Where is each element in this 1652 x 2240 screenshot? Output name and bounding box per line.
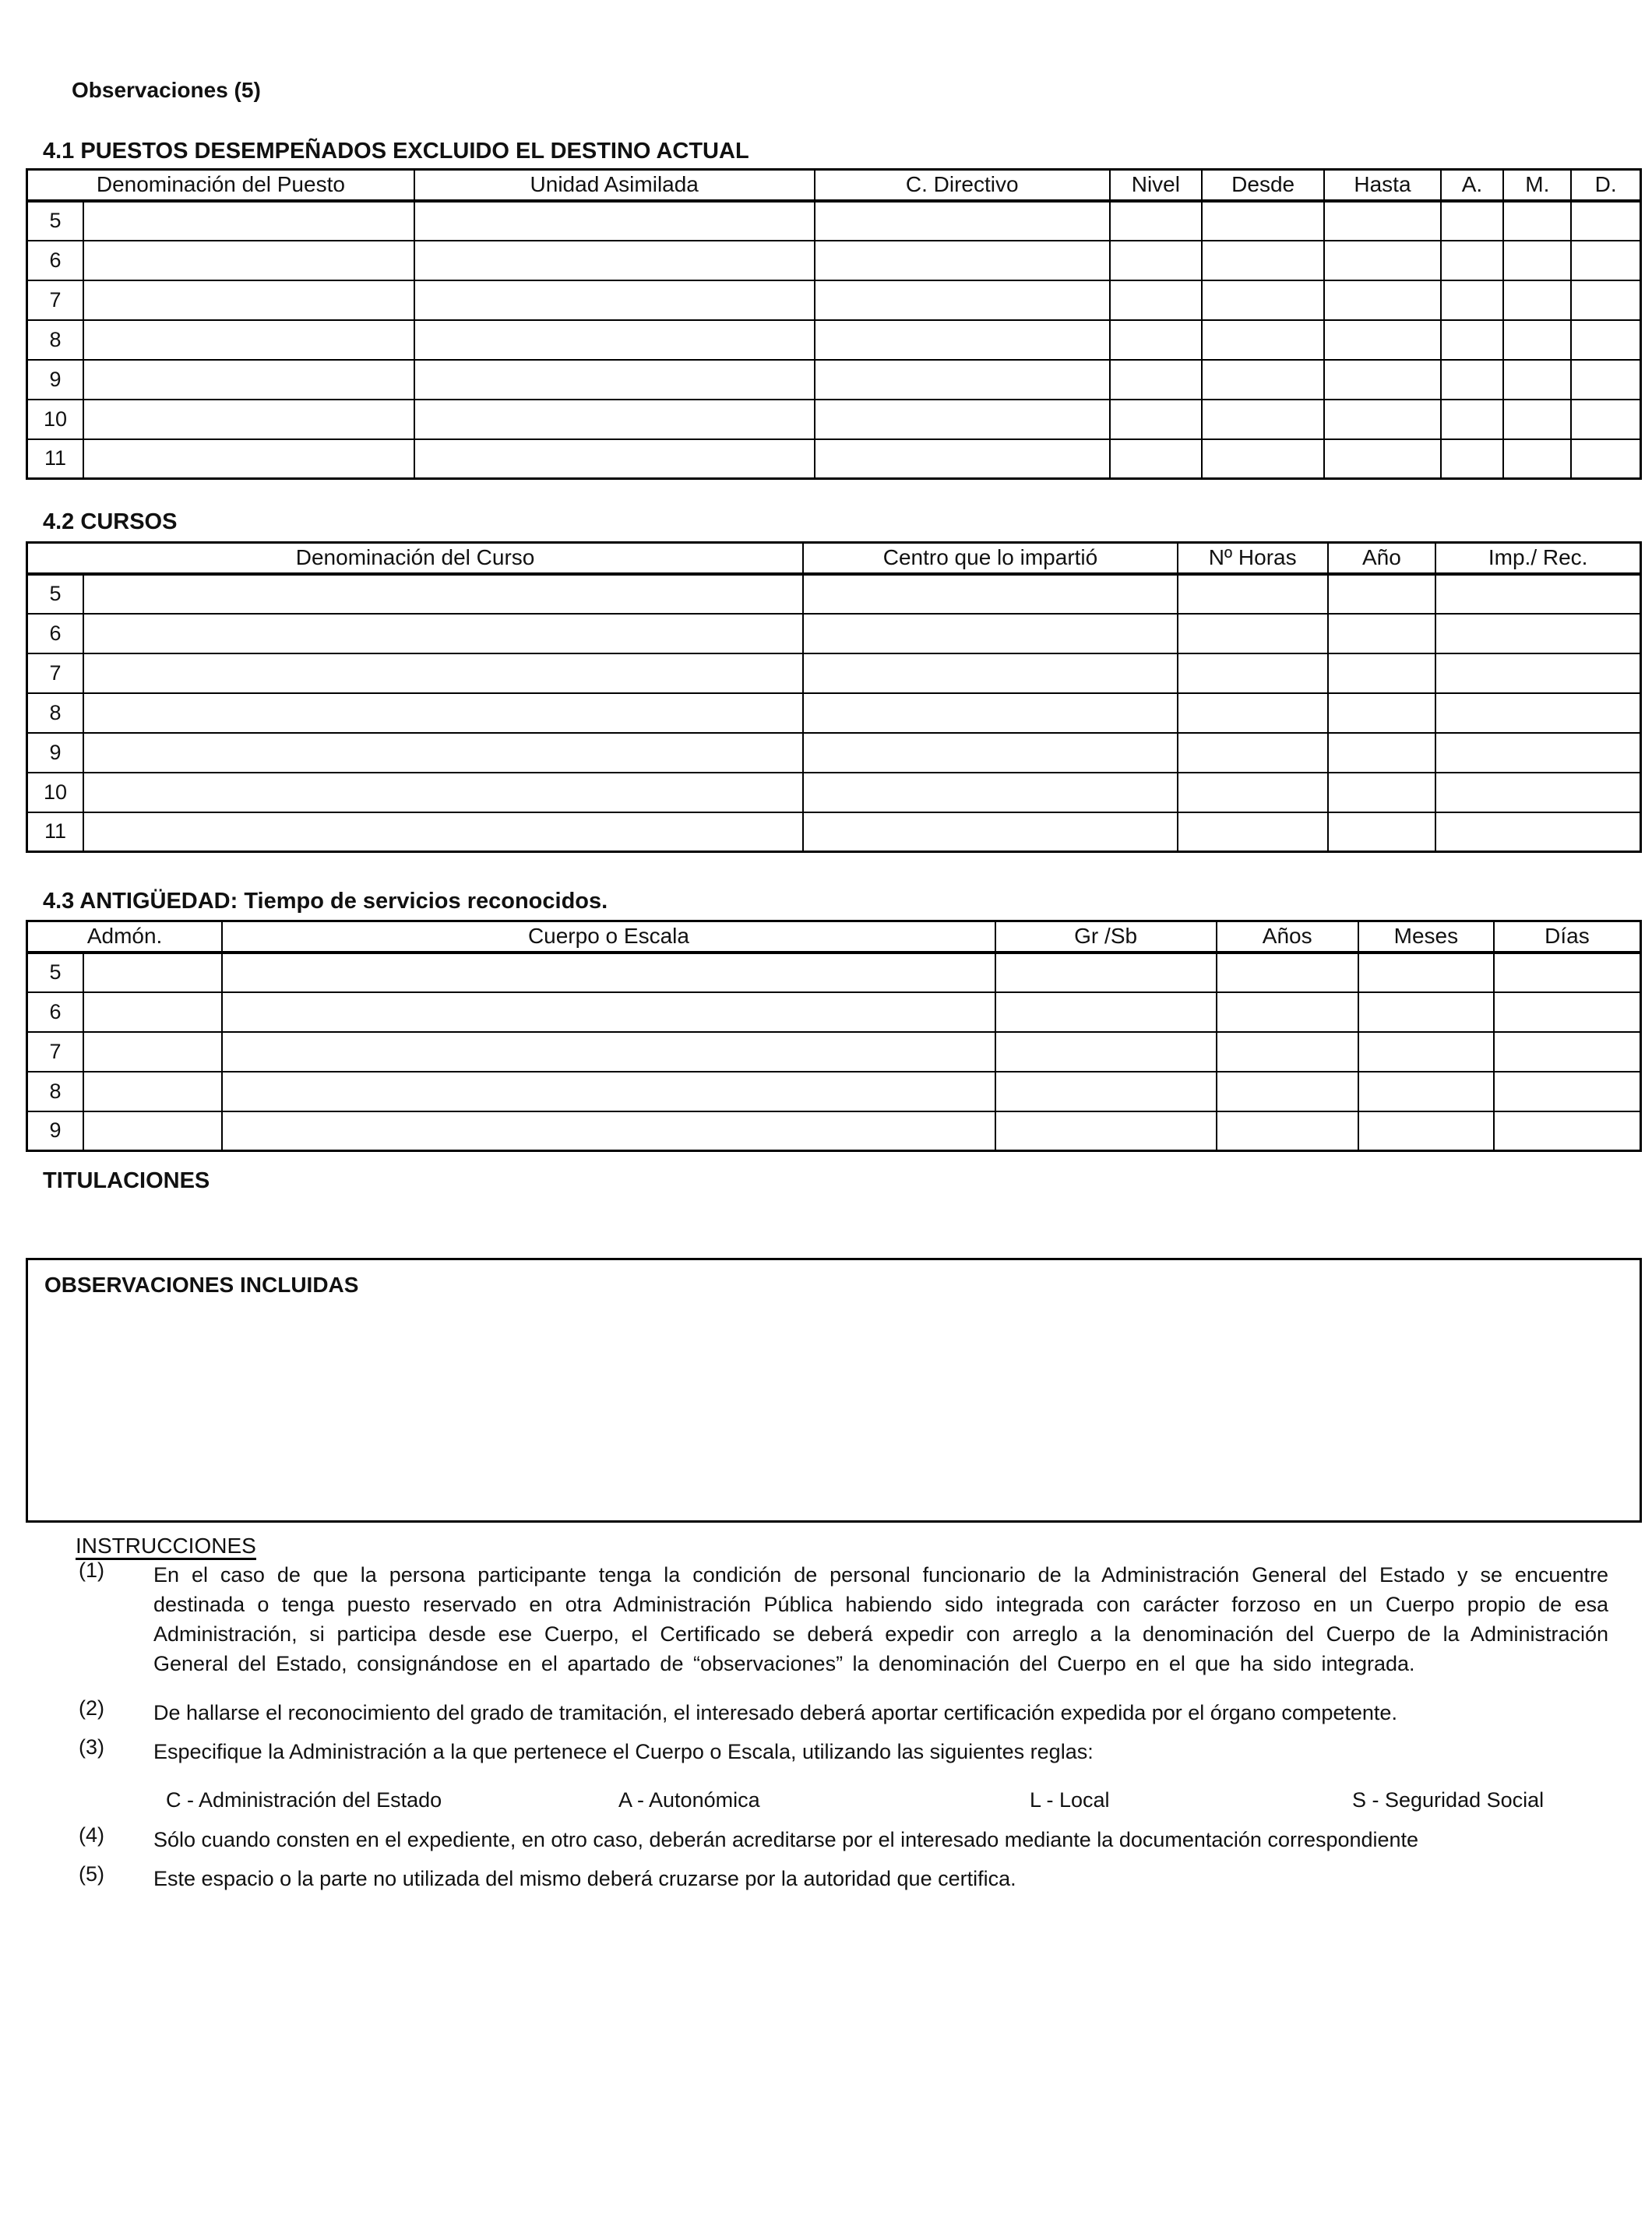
column-header: Año [1328, 543, 1436, 574]
administration-legend [76, 1785, 1608, 1815]
blank-cell [222, 1111, 995, 1151]
blank-cell [414, 439, 815, 479]
blank-cell [1202, 360, 1324, 400]
row-number: 10 [27, 773, 84, 812]
column-header: Denominación del Puesto [27, 170, 414, 201]
blank-cell [83, 574, 803, 614]
blank-cell [1328, 812, 1436, 852]
blank-cell [1324, 280, 1440, 320]
column-header: Días [1494, 921, 1641, 953]
blank-cell [803, 693, 1178, 733]
column-header: D. [1571, 170, 1640, 201]
table-cursos [26, 541, 1642, 853]
blank-cell [1435, 693, 1640, 733]
blank-cell [1178, 693, 1328, 733]
blank-cell [1441, 400, 1504, 439]
observaciones-box-label: OBSERVACIONES INCLUIDAS [44, 1273, 359, 1297]
instruction-number: (1) [79, 1558, 104, 1582]
blank-cell [1435, 812, 1640, 852]
instruction-text: Sólo cuando consten en el expediente, en otro caso, deberán acreditarse por el interesado mediante la documentación correspondiente [153, 1828, 1419, 1851]
blank-cell [1217, 953, 1358, 992]
blank-cell [83, 614, 803, 653]
blank-cell [414, 280, 815, 320]
blank-cell [815, 241, 1110, 280]
blank-cell [1441, 360, 1504, 400]
instruction-item-4 [76, 1825, 1608, 1854]
instruction-text: Especifique la Administración a la que pertenece el Cuerpo o Escala, utilizando las siguientes reglas: [153, 1740, 1094, 1763]
blank-cell [83, 733, 803, 773]
blank-cell [1435, 653, 1640, 693]
blank-cell [83, 992, 222, 1032]
blank-cell [1441, 439, 1504, 479]
blank-cell [83, 280, 414, 320]
blank-cell [995, 1072, 1217, 1111]
blank-cell [815, 280, 1110, 320]
blank-cell [1202, 400, 1324, 439]
blank-cell [815, 320, 1110, 360]
blank-cell [1178, 812, 1328, 852]
blank-cell [1178, 614, 1328, 653]
column-header: C. Directivo [815, 170, 1110, 201]
table-row [27, 241, 1641, 280]
blank-cell [414, 320, 815, 360]
blank-cell [83, 360, 414, 400]
table-header-row [27, 543, 1641, 574]
instructions-list [76, 1560, 1608, 1893]
table-header-row [27, 921, 1641, 953]
blank-cell [83, 241, 414, 280]
blank-cell [1217, 992, 1358, 1032]
blank-cell [1358, 1111, 1494, 1151]
blank-cell [1110, 400, 1202, 439]
table-antiguedad [26, 920, 1642, 1152]
blank-cell [83, 400, 414, 439]
table-row [27, 320, 1641, 360]
row-number: 8 [27, 320, 84, 360]
blank-cell [83, 953, 222, 992]
blank-cell [222, 953, 995, 992]
blank-cell [1503, 400, 1571, 439]
legend-item-estado: C - Administración del Estado [166, 1788, 442, 1812]
blank-cell [1503, 320, 1571, 360]
blank-cell [1328, 653, 1436, 693]
blank-cell [995, 992, 1217, 1032]
instruction-item-2 [76, 1698, 1608, 1728]
column-header: Desde [1202, 170, 1324, 201]
blank-cell [995, 1111, 1217, 1151]
table-row [27, 439, 1641, 479]
column-header: A. [1441, 170, 1504, 201]
table-row [27, 280, 1641, 320]
blank-cell [414, 360, 815, 400]
blank-cell [1571, 241, 1640, 280]
table-row [27, 773, 1641, 812]
row-number: 5 [27, 574, 84, 614]
instruction-item-3 [76, 1737, 1608, 1766]
blank-cell [1328, 733, 1436, 773]
blank-cell [83, 1111, 222, 1151]
blank-cell [1202, 280, 1324, 320]
blank-cell [1324, 400, 1440, 439]
row-number: 8 [27, 693, 84, 733]
blank-cell [222, 1072, 995, 1111]
blank-cell [1178, 733, 1328, 773]
column-header: Gr /Sb [995, 921, 1217, 953]
legend-spacer [76, 1785, 153, 1815]
instruction-number: (3) [79, 1735, 104, 1759]
table-row [27, 693, 1641, 733]
section-title-cursos: 4.2 CURSOS [43, 509, 178, 534]
blank-cell [995, 953, 1217, 992]
row-number: 7 [27, 653, 84, 693]
blank-cell [1358, 992, 1494, 1032]
blank-cell [815, 400, 1110, 439]
table-row [27, 992, 1641, 1032]
table-row [27, 733, 1641, 773]
table-puestos [26, 168, 1642, 480]
section-title-puestos: 4.1 PUESTOS DESEMPEÑADOS EXCLUIDO EL DESTINO ACTUAL [43, 139, 749, 164]
blank-cell [1217, 1032, 1358, 1072]
blank-cell [1494, 1032, 1641, 1072]
table-header-row [27, 170, 1641, 201]
blank-cell [1110, 241, 1202, 280]
blank-cell [803, 653, 1178, 693]
blank-cell [1110, 201, 1202, 241]
table-row [27, 812, 1641, 852]
blank-cell [414, 201, 815, 241]
table-row [27, 201, 1641, 241]
blank-cell [1328, 614, 1436, 653]
blank-cell [1435, 574, 1640, 614]
column-header: Denominación del Curso [27, 543, 804, 574]
blank-cell [83, 439, 414, 479]
blank-cell [1358, 1072, 1494, 1111]
blank-cell [1494, 953, 1641, 992]
blank-cell [803, 614, 1178, 653]
blank-cell [1503, 201, 1571, 241]
blank-cell [815, 439, 1110, 479]
instruction-text: De hallarse el reconocimiento del grado de tramitación, el interesado deberá aportar certificación expedida por el órgano competente. [153, 1701, 1397, 1724]
table-row [27, 360, 1641, 400]
blank-cell [83, 773, 803, 812]
table-row [27, 1111, 1641, 1151]
row-number: 8 [27, 1072, 84, 1111]
blank-cell [1178, 773, 1328, 812]
column-header: Centro que lo impartió [803, 543, 1178, 574]
blank-cell [1571, 360, 1640, 400]
column-header: Nivel [1110, 170, 1202, 201]
blank-cell [414, 400, 815, 439]
blank-cell [1441, 241, 1504, 280]
blank-cell [1217, 1111, 1358, 1151]
row-number: 11 [27, 439, 84, 479]
blank-cell [414, 241, 815, 280]
instruction-text: Este espacio o la parte no utilizada del mismo deberá cruzarse por la autoridad que certifica. [153, 1867, 1016, 1890]
blank-cell [1435, 773, 1640, 812]
row-number: 11 [27, 812, 84, 852]
blank-cell [1503, 280, 1571, 320]
blank-cell [1503, 439, 1571, 479]
blank-cell [1178, 653, 1328, 693]
legend-item-seguridad-social: S - Seguridad Social [1352, 1788, 1545, 1812]
blank-cell [1441, 280, 1504, 320]
blank-cell [1110, 360, 1202, 400]
column-header: M. [1503, 170, 1571, 201]
column-header: Meses [1358, 921, 1494, 953]
blank-cell [1494, 992, 1641, 1032]
legend-item-autonomica: A - Autonómica [618, 1788, 760, 1812]
blank-cell [1202, 241, 1324, 280]
blank-cell [1494, 1111, 1641, 1151]
row-number: 5 [27, 953, 84, 992]
blank-cell [1571, 280, 1640, 320]
section-title-titulaciones: TITULACIONES [43, 1168, 210, 1193]
column-header: Unidad Asimilada [414, 170, 815, 201]
row-number: 5 [27, 201, 84, 241]
column-header: Admón. [27, 921, 223, 953]
row-number: 6 [27, 241, 84, 280]
blank-cell [815, 201, 1110, 241]
blank-cell [815, 360, 1110, 400]
blank-cell [803, 733, 1178, 773]
blank-cell [1328, 693, 1436, 733]
row-number: 7 [27, 280, 84, 320]
column-header: Nº Horas [1178, 543, 1328, 574]
blank-cell [803, 773, 1178, 812]
blank-cell [1571, 439, 1640, 479]
instruction-item-5 [76, 1864, 1608, 1893]
blank-cell [803, 812, 1178, 852]
blank-cell [1110, 320, 1202, 360]
blank-cell [1571, 320, 1640, 360]
blank-cell [1324, 320, 1440, 360]
blank-cell [1324, 360, 1440, 400]
table-row [27, 1072, 1641, 1111]
blank-cell [1178, 574, 1328, 614]
blank-cell [83, 1032, 222, 1072]
table-row [27, 653, 1641, 693]
blank-cell [83, 812, 803, 852]
table-row [27, 400, 1641, 439]
blank-cell [1571, 400, 1640, 439]
blank-cell [1202, 320, 1324, 360]
blank-cell [1324, 201, 1440, 241]
blank-cell [1441, 320, 1504, 360]
observaciones-box [26, 1258, 1642, 1523]
blank-cell [1202, 201, 1324, 241]
row-number: 6 [27, 992, 84, 1032]
table-row [27, 953, 1641, 992]
instructions-title: INSTRUCCIONES [76, 1536, 256, 1560]
row-number: 6 [27, 614, 84, 653]
section-title-antiguedad: 4.3 ANTIGÜEDAD: Tiempo de servicios reconocidos. [43, 889, 608, 914]
blank-cell [1110, 439, 1202, 479]
blank-cell [1328, 574, 1436, 614]
blank-cell [995, 1032, 1217, 1072]
table-row [27, 574, 1641, 614]
page-header-note: Observaciones (5) [72, 78, 261, 102]
column-header: Cuerpo o Escala [222, 921, 995, 953]
legend-item-local: L - Local [1030, 1788, 1110, 1812]
blank-cell [1324, 241, 1440, 280]
row-number: 9 [27, 1111, 84, 1151]
blank-cell [1110, 280, 1202, 320]
blank-cell [1503, 360, 1571, 400]
column-header: Hasta [1324, 170, 1440, 201]
row-number: 7 [27, 1032, 84, 1072]
legend-line [153, 1785, 1608, 1815]
blank-cell [83, 693, 803, 733]
blank-cell [1571, 201, 1640, 241]
blank-cell [1324, 439, 1440, 479]
instruction-text: En el caso de que la persona participante tenga la condición de personal funcionario de la Administración General del Estado y se encuentre destinada o tenga puesto reservado en otra Administración Pública habiendo sido integrada con carácter forzoso en un Cuerpo propio de esa Administración, si participa desde ese Cuerpo, el Certificado se deberá expedir con arreglo a la denominación del Cuerpo de la Administración General del Estado, consignándose en el apartado de “observaciones” la denominación del Cuerpo en el que ha sido integrada. [153, 1563, 1608, 1675]
row-number: 9 [27, 360, 84, 400]
blank-cell [1328, 773, 1436, 812]
instruction-item-1 [76, 1560, 1608, 1678]
instruction-number: (5) [79, 1862, 104, 1886]
blank-cell [83, 1072, 222, 1111]
blank-cell [83, 653, 803, 693]
blank-cell [1358, 1032, 1494, 1072]
table-row [27, 1032, 1641, 1072]
blank-cell [1503, 241, 1571, 280]
blank-cell [1202, 439, 1324, 479]
blank-cell [1441, 201, 1504, 241]
blank-cell [222, 1032, 995, 1072]
blank-cell [803, 574, 1178, 614]
row-number: 9 [27, 733, 84, 773]
blank-cell [83, 320, 414, 360]
row-number: 10 [27, 400, 84, 439]
blank-cell [1435, 733, 1640, 773]
instruction-number: (4) [79, 1823, 104, 1847]
blank-cell [1435, 614, 1640, 653]
blank-cell [83, 201, 414, 241]
blank-cell [222, 992, 995, 1032]
blank-cell [1358, 953, 1494, 992]
instruction-number: (2) [79, 1696, 104, 1720]
blank-cell [1217, 1072, 1358, 1111]
column-header: Imp./ Rec. [1435, 543, 1640, 574]
blank-cell [1494, 1072, 1641, 1111]
table-row [27, 614, 1641, 653]
column-header: Años [1217, 921, 1358, 953]
